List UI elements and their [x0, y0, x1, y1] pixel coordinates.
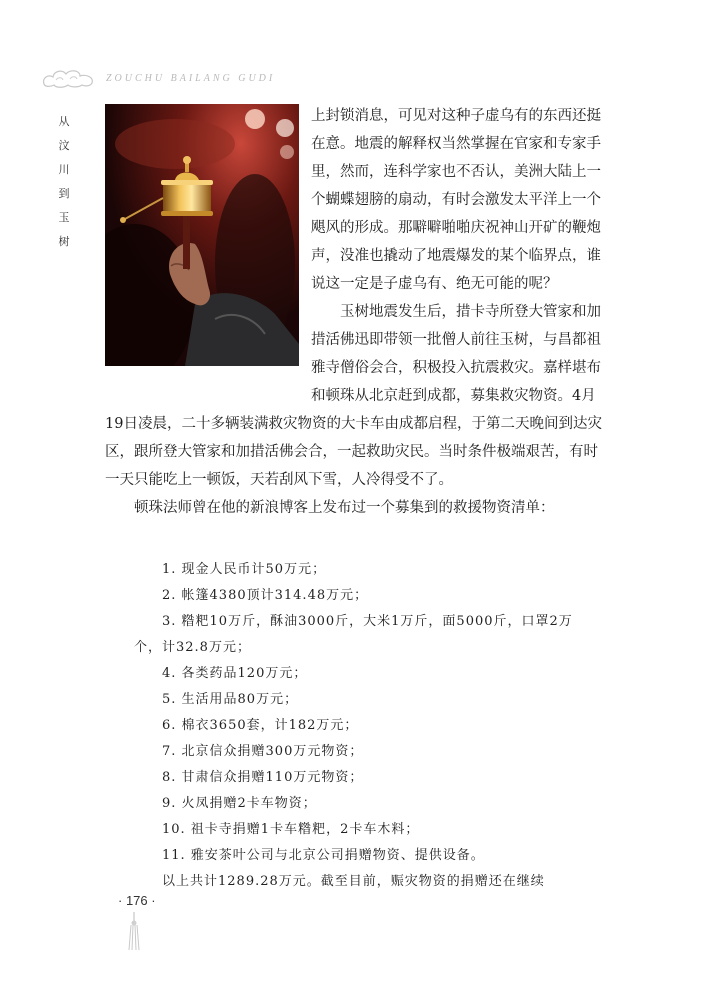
list-item: 6. 棉衣3650套，计182万元；	[162, 718, 359, 733]
list-item: 9. 火凤捐赠2卡车物资；	[162, 796, 317, 811]
list-summary-line: 以上共计1289.28万元。截至目前，赈灾物资的捐赠还在继续	[162, 874, 545, 889]
list-item: 8. 甘肃信众捐赠110万元物资；	[162, 770, 364, 785]
body-line: 和顿珠从北京赶到成都，募集救灾物资。4月	[311, 388, 596, 404]
chapter-side-title	[56, 110, 72, 254]
body-line: 区，跟所登大管家和加措活佛会合，一起救助灾民。当时条件极端艰苦，有时	[105, 444, 598, 460]
side-title-char: 到	[58, 187, 70, 200]
running-header	[40, 66, 275, 90]
side-title-char: 从	[58, 115, 70, 128]
body-line: 里，然而，连科学家也不否认，美洲大陆上一	[311, 164, 601, 180]
body-line: 一天只能吃上一顿饭，天若刮风下雪，人冷得受不了。	[105, 472, 453, 488]
body-line: 19日凌晨，二十多辆装满救灾物资的大卡车由成都启程，于第二天晚间到达灾	[105, 416, 602, 432]
list-item: 2. 帐篷4380顶计314.48万元；	[162, 588, 369, 603]
body-line: 玉树地震发生后，措卡寺所登大管家和加	[340, 304, 601, 320]
list-item: 1. 现金人民币计50万元；	[162, 562, 327, 577]
body-line: 顿珠法师曾在他的新浪博客上发布过一个募集到的救援物资清单：	[134, 500, 555, 516]
running-header-title: ZOUCHU BAILANG GUDI	[106, 72, 276, 84]
tassel-ornament-icon	[123, 912, 145, 952]
body-line: 在意。地震的解释权当然掌握在官家和专家手	[311, 136, 601, 152]
list-item: 4. 各类药品120万元；	[162, 666, 308, 681]
list-item: 3. 糌粑10万斤，酥油3000斤，大米1万斤，面5000斤，口罩2万	[162, 614, 573, 629]
body-line: 上封锁消息，可见对这种子虚乌有的东西还挺	[311, 108, 601, 124]
cloud-ornament-icon	[40, 66, 98, 90]
list-item: 7. 北京信众捐赠300万元物资；	[162, 744, 364, 759]
side-title-char: 玉	[58, 211, 70, 224]
body-line: 雅寺僧俗会合，积极投入抗震救灾。嘉样堪布	[311, 360, 601, 376]
list-item-continuation: 个，计32.8万元；	[134, 640, 251, 655]
list-item: 10. 祖卡寺捐赠1卡车糌粑，2卡车木料；	[162, 822, 420, 837]
prayer-wheel-illustration	[105, 104, 299, 366]
list-item: 11. 雅安茶叶公司与北京公司捐赠物资、提供设备。	[162, 848, 485, 863]
list-item: 5. 生活用品80万元；	[162, 692, 299, 707]
page-number: · 176 ·	[118, 893, 156, 908]
prayer-wheel-photo	[105, 104, 299, 366]
side-title-char: 树	[58, 235, 70, 248]
side-title-char: 川	[58, 163, 70, 176]
body-line: 声，没准也撬动了地震爆发的某个临界点，谁	[311, 248, 601, 264]
body-line: 措活佛迅即带领一批僧人前往玉树，与昌都祖	[311, 332, 601, 348]
body-line: 说这一定是子虚乌有、绝无可能的呢？	[311, 276, 558, 292]
side-title-char: 汶	[58, 139, 70, 152]
body-line: 飓风的形成。那噼噼啪啪庆祝神山开矿的鞭炮	[311, 220, 601, 236]
body-line: 个蝴蝶翅膀的扇动，有时会激发太平洋上一个	[311, 192, 601, 208]
